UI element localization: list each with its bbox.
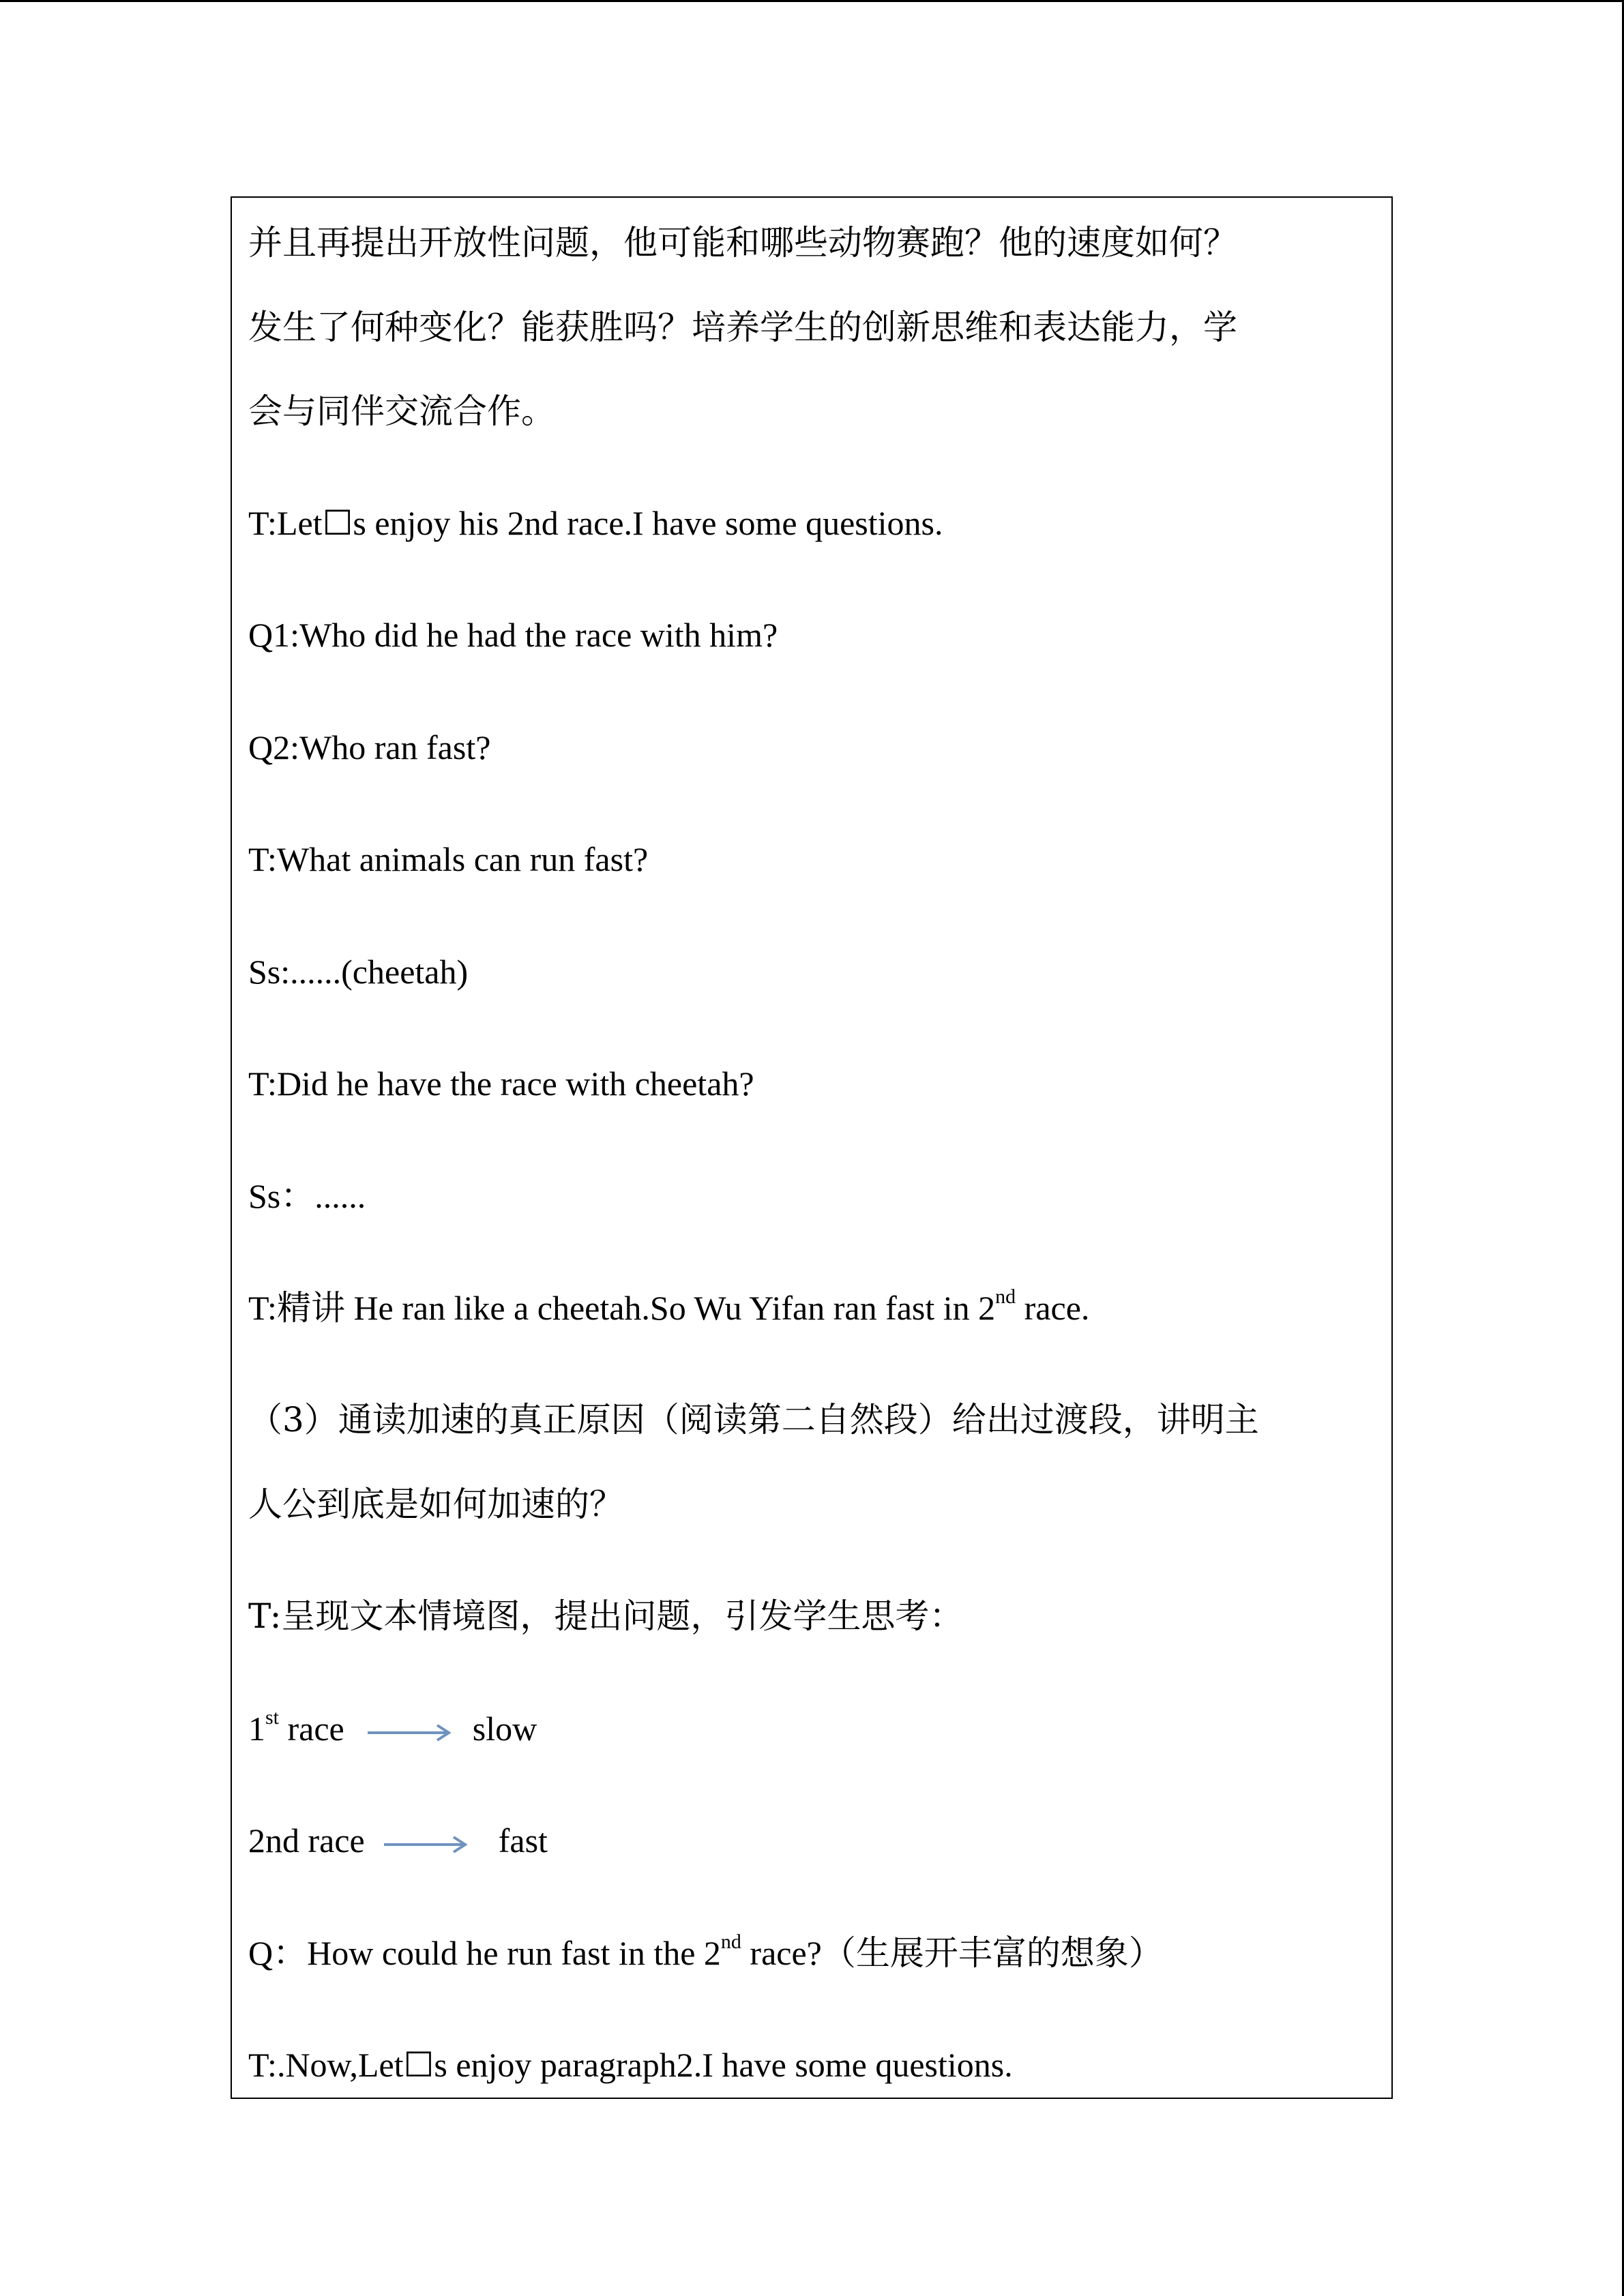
text-line-11-main: T:精讲 He ran like a cheetah.So Wu Yifan ran fast in 2 — [248, 1289, 996, 1327]
text-line-17 — [248, 1930, 1163, 1973]
text-line-10: Ss：...... — [248, 1177, 366, 1215]
superscript-nd: nd — [995, 1285, 1016, 1308]
text-line-12: （3）通读加速的真正原因（阅读第二自然段）给出过渡段，讲明主 — [248, 1400, 1259, 1440]
text-line-11 — [248, 1287, 1089, 1328]
text-line-17-main: Q：How could he run fast in the 2 — [248, 1934, 721, 1972]
text-line-6: Q2:Who ran fast? — [248, 728, 491, 766]
text-line-13: 人公到底是如何加速的？ — [248, 1485, 623, 1524]
superscript-st: st — [265, 1706, 280, 1729]
text-line-2: 发生了何种变化？能获胜吗？培养学生的创新思维和表达能力，学 — [248, 308, 1237, 347]
race-2-label: 2nd race — [248, 1821, 365, 1860]
race-2-result: fast — [498, 1821, 548, 1860]
race-1-label: race — [279, 1710, 344, 1748]
text-line-5: Q1:Who did he had the race with him? — [248, 616, 778, 654]
text-line-8: Ss:......(cheetah) — [248, 953, 469, 991]
text-line-17-end: race?（生展开丰富的想象） — [741, 1934, 1163, 1972]
text-line-18: T:.Now,Let☐s enjoy paragraph2.I have some questions. — [248, 2046, 1013, 2084]
text-line-7: T:What animals can run fast? — [248, 840, 649, 878]
text-line-14: T:呈现文本情境图，提出问题，引发学生思考： — [248, 1596, 964, 1636]
text-line-11-end: race. — [1016, 1289, 1090, 1327]
text-line-3: 会与同伴交流合作。 — [248, 391, 555, 431]
text-line-1: 并且再提出开放性问题，他可能和哪些动物赛跑？他的速度如何？ — [248, 223, 1237, 263]
race-1-number: 1 — [248, 1710, 265, 1748]
superscript-nd: nd — [720, 1930, 741, 1953]
text-line-4: T:Let☐s enjoy his 2nd race.I have some questions. — [248, 504, 943, 542]
right-arrow-icon — [383, 1834, 467, 1855]
lesson-table-cell — [231, 196, 1393, 2099]
race-1-result: slow — [472, 1710, 537, 1748]
right-arrow-icon — [366, 1723, 451, 1743]
text-line-9: T:Did he have the race with cheetah? — [248, 1064, 754, 1103]
page-top-border — [0, 0, 1624, 2]
text-line-15 — [248, 1708, 537, 1749]
text-line-16 — [248, 1820, 548, 1861]
